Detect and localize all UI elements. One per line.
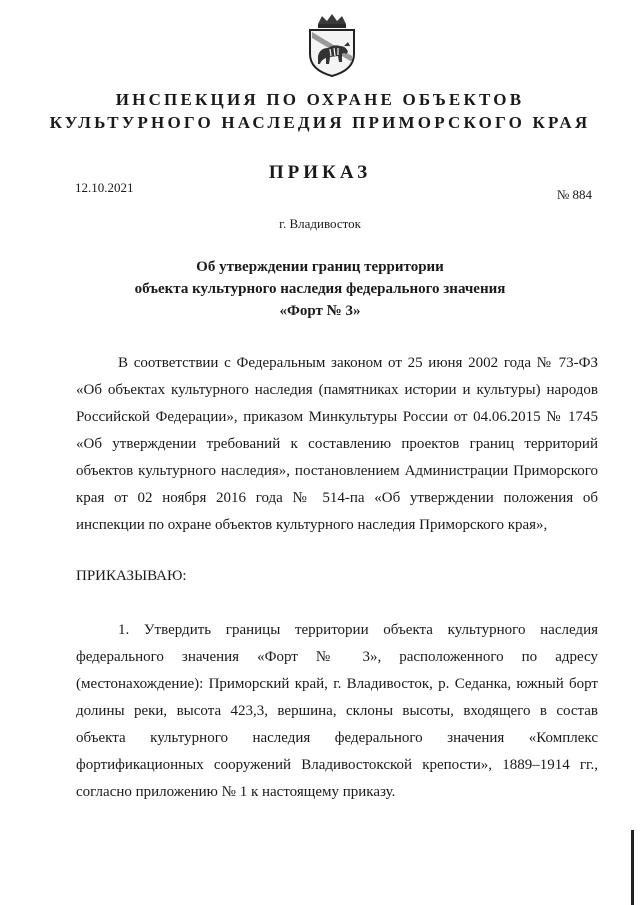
primorsky-krai-coat-of-arms-icon (304, 12, 360, 78)
document-city: г. Владивосток (279, 216, 361, 231)
document-number: № 884 (556, 187, 592, 202)
document-type-heading: ПРИКАЗ (268, 162, 372, 183)
order-word: ПРИКАЗЫВАЮ: (76, 568, 187, 584)
document-title-line1: Об утверждении границ территории (196, 259, 444, 275)
document-title (0, 256, 640, 322)
preamble-paragraph: В соответствии с Федеральным законом от 25 июня 2002 года № 73-ФЗ «Об объектах культурного наследия (памятниках истории и культуры) народов Российской Федерации», приказом Минкультуры России от 04.06.2015 № 1745 «Об утверждении требований к составлению проектов границ территорий объектов культурного наследия», постановлением Администрации Приморского края от 02 ноября 2016 года № 514-па «Об утверждении положения об инспекции по охране объектов культурного наследия Приморского края», (76, 355, 598, 533)
organization-name-line1: ИНСПЕКЦИЯ ПО ОХРАНЕ ОБЪЕКТОВ (115, 90, 525, 109)
document-title-line2: объекта культурного наследия федерального значения (134, 281, 506, 297)
document-date: 12.10.2021 (75, 180, 134, 195)
document-title-line3: «Форт № 3» (279, 303, 361, 319)
organization-name-line2: КУЛЬТУРНОГО НАСЛЕДИЯ ПРИМОРСКОГО КРАЯ (49, 113, 591, 132)
order-item-1: 1. Утвердить границы территории объекта культурного наследия федерального значения «Форт № 3», расположенного по адресу (местонахождение): Приморский край, г. Владивосток, р. Седанка, южный борт долины реки, высота 423,3, вершина, склоны высоты, входящего в состав объекта культурного наследия федерального значения «Комплекс фортификационных сооружений Владивостокской крепости», 1889–1914 гг., согласно приложению № 1 к настоящему приказу. (76, 622, 598, 800)
scan-edge-mark (631, 830, 634, 905)
